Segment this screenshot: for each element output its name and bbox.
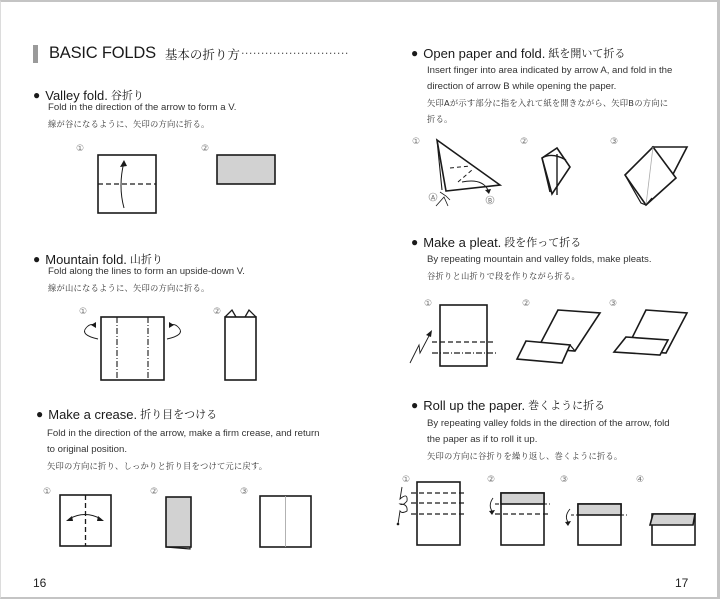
section-valley-fold-description bbox=[48, 100, 236, 132]
section-title-jp: 谷折り bbox=[110, 89, 144, 102]
section-make-crease-heading bbox=[36, 406, 217, 422]
make-pleat-diagram bbox=[400, 295, 700, 370]
bullet-icon: ● bbox=[33, 252, 41, 266]
desc-english: Fold along the lines to form an upside-down V. bbox=[48, 266, 245, 277]
bullet-icon: ● bbox=[411, 235, 419, 249]
section-make-pleat-heading bbox=[411, 234, 581, 250]
step-number: ② bbox=[213, 307, 222, 317]
step-number: ③ bbox=[609, 299, 618, 309]
desc-japanese-line2: 折る。 bbox=[427, 114, 453, 124]
arrow-label-a: A bbox=[430, 194, 436, 202]
section-roll-up-description bbox=[427, 416, 670, 464]
open-fold-diagram bbox=[400, 130, 700, 210]
desc-japanese-line1: 矢印Aが示す部分に指を入れて紙を開きながら、矢印Bの方向に bbox=[427, 98, 669, 108]
mountain-fold-diagram bbox=[80, 305, 280, 385]
valley-fold-diagram bbox=[90, 150, 290, 220]
desc-english-line1: Insert finger into area indicated by arrow A, and fold in the bbox=[427, 65, 673, 76]
desc-english: By repeating mountain and valley folds, make pleats. bbox=[427, 254, 652, 265]
step-number: ③ bbox=[560, 475, 569, 485]
step-number: ① bbox=[402, 475, 411, 485]
desc-english-line1: Fold in the direction of the arrow, make a firm crease, and return bbox=[47, 428, 320, 439]
title-japanese: 基本の折り方 bbox=[164, 46, 240, 62]
bullet-icon: ● bbox=[411, 398, 419, 412]
title-accent-bar bbox=[33, 45, 38, 63]
section-open-fold-description bbox=[427, 63, 672, 127]
step-number: ① bbox=[412, 137, 421, 147]
step-number: ① bbox=[43, 487, 52, 497]
page-number-right: 17 bbox=[675, 576, 689, 590]
desc-japanese: 矢印の方向に谷折りを繰り返し、巻くように折る。 bbox=[427, 451, 623, 461]
bullet-icon: ● bbox=[36, 407, 44, 421]
section-mountain-fold-description bbox=[48, 264, 245, 296]
step-number: ② bbox=[201, 144, 210, 154]
bullet-icon: ● bbox=[33, 88, 41, 102]
desc-english-line2: to original position. bbox=[47, 444, 127, 455]
step-number: ③ bbox=[240, 487, 249, 497]
section-title-en: Make a crease. bbox=[48, 406, 138, 422]
section-title-jp: 山折り bbox=[129, 253, 163, 266]
page-number-left: 16 bbox=[33, 576, 47, 590]
desc-japanese: 線が山になるように、矢印の方向に折る。 bbox=[48, 283, 210, 293]
roll-up-diagram bbox=[380, 475, 720, 557]
section-title-jp: 紙を開いて折る bbox=[548, 47, 626, 60]
desc-japanese: 谷折りと山折りで段を作りながら折る。 bbox=[427, 271, 580, 281]
desc-english-line2: the paper as if to roll it up. bbox=[427, 434, 538, 445]
bullet-icon: ● bbox=[411, 46, 419, 60]
title-english: BASIC FOLDS bbox=[49, 44, 156, 62]
step-number: ① bbox=[424, 299, 433, 309]
step-number: ④ bbox=[636, 475, 645, 485]
section-title-en: Mountain fold. bbox=[45, 251, 127, 267]
make-crease-diagram bbox=[55, 490, 315, 560]
step-number: ② bbox=[520, 137, 529, 147]
step-number: ② bbox=[522, 299, 531, 309]
page-title bbox=[33, 44, 349, 63]
section-make-crease-description bbox=[47, 426, 320, 474]
section-title-en: Make a pleat. bbox=[423, 234, 502, 250]
desc-english-line2: direction of arrow B while opening the paper. bbox=[427, 81, 617, 92]
section-title-jp: 折り目をつける bbox=[140, 408, 218, 421]
section-title-jp: 巻くように折る bbox=[528, 399, 606, 412]
step-number: ③ bbox=[610, 137, 619, 147]
arrow-label-b: B bbox=[487, 197, 493, 205]
desc-japanese: 矢印の方向に折り、しっかりと折り目をつけて元に戻す。 bbox=[47, 461, 268, 471]
section-title-en: Open paper and fold. bbox=[423, 45, 546, 61]
desc-english: Fold in the direction of the arrow to form a V. bbox=[48, 102, 237, 113]
section-make-pleat-description bbox=[427, 252, 652, 284]
step-number: ② bbox=[150, 487, 159, 497]
title-leader-dots: ··························· bbox=[240, 47, 349, 60]
desc-japanese: 線が谷になるように、矢印の方向に折る。 bbox=[48, 119, 210, 129]
section-title-en: Roll up the paper. bbox=[423, 397, 526, 413]
section-roll-up-heading bbox=[411, 397, 605, 413]
step-number: ① bbox=[76, 144, 85, 154]
desc-english-line1: By repeating valley folds in the direction of the arrow, fold bbox=[427, 418, 670, 429]
section-open-fold-heading bbox=[411, 45, 625, 61]
section-title-jp: 段を作って折る bbox=[504, 236, 582, 249]
section-title-en: Valley fold. bbox=[45, 87, 108, 103]
step-number: ① bbox=[79, 307, 88, 317]
step-number: ② bbox=[487, 475, 496, 485]
